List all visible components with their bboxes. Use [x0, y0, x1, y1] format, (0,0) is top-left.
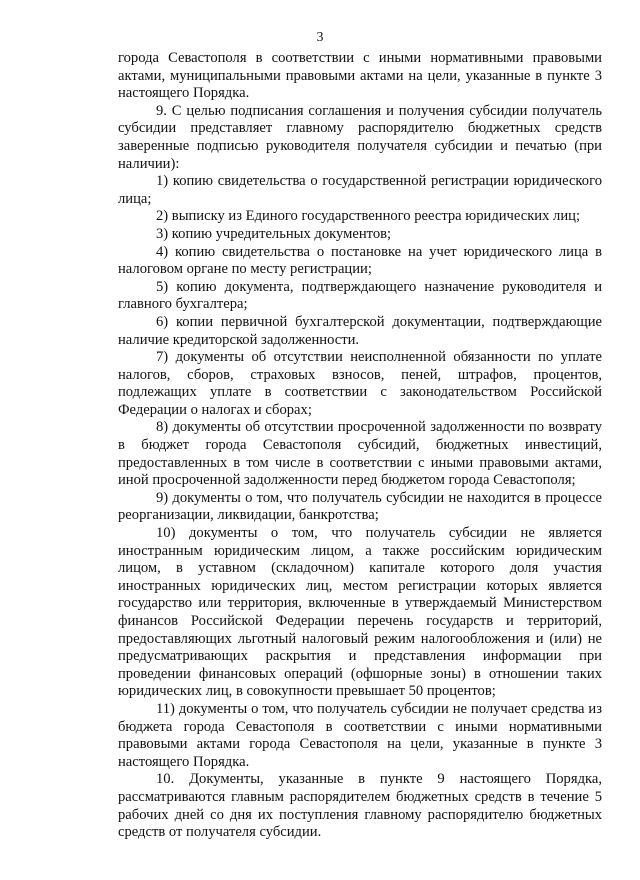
- list-item-2: 2) выписку из Единого государственного реестра юридических лиц;: [156, 208, 581, 225]
- page-number: 3: [316, 30, 324, 45]
- list-item-4: 4) копию свидетельства о постановке на учет юридического лица в налоговом органе по месту регистрации;: [118, 243, 602, 278]
- paragraph-item-9: 9. С целью подписания соглашения и получения субсидии получатель субсидии представляет главному распорядителю бюджетных средств заверенные подписью руководителя получателя субсидии и печатью (при наличии):: [118, 102, 602, 172]
- list-item-6: 6) копии первичной бухгалтерской документации, подтверждающие наличие кредиторской задолженности.: [118, 313, 602, 348]
- list-item-5: 5) копию документа, подтверждающего назначение руководителя и главного бухгалтера;: [118, 278, 602, 313]
- paragraph-continuation: города Севастополя в соответствии с иными нормативными правовыми актами, муниципальными правовыми актами на цели, указанные в пункте 3 настоящего Порядка.: [118, 50, 602, 102]
- list-item-1: 1) копию свидетельства о государственной регистрации юридического лица;: [118, 173, 602, 207]
- list-item-3: 3) копию учредительных документов;: [156, 225, 392, 242]
- document-body: [118, 50, 602, 842]
- list-item-7: 7) документы об отсутствии неисполненной обязанности по уплате налогов, сборов, страховых взносов, пеней, штрафов, процентов, подлежащих уплате в соответствии с законодательством Российской Федерации о налогах и сборах;: [118, 349, 602, 418]
- list-item-10: 10) документы о том, что получатель субсидии не является иностранным юридическим лицом, а также российским юридическим лицом, в уставном (складочном) капитале которого доля участия иностранных юридических лиц, местом регистрации которых является государство или территория, включенные в утверждаемый Министерством финансов Российской Федерации перечень государств и территорий, предоставляющих льготный налоговый режим налогообложения и (или) не предусматривающих раскрытия и представления информации при проведении финансовых операций (офшорные зоны) в отношении таких юридических лиц, в совокупности превышает 50 процентов;: [118, 525, 602, 700]
- list-item-8: 8) документы об отсутствии просроченной задолженности по возврату в бюджет города Севастополя субсидий, бюджетных инвестиций, предоставленных в том числе в соответствии с иными правовыми актами, иной просроченной задолженности перед бюджетом города Севастополя;: [118, 419, 602, 489]
- paragraph-item-10: 10. Документы, указанные в пункте 9 настоящего Порядка, рассматриваются главным распорядителем бюджетных средств в течение 5 рабочих дней со дня их поступления главному распорядителю бюджетных средств от получателя субсидии.: [118, 771, 602, 841]
- list-item-11: 11) документы о том, что получатель субсидии не получает средства из бюджета города Севастополя в соответствии с иными нормативными правовыми актами города Севастополя на цели, указанные в пункте 3 настоящего Порядка.: [118, 700, 602, 770]
- list-item-9: 9) документы о том, что получатель субсидии не находится в процессе реорганизации, ликвидации, банкротства;: [118, 489, 602, 524]
